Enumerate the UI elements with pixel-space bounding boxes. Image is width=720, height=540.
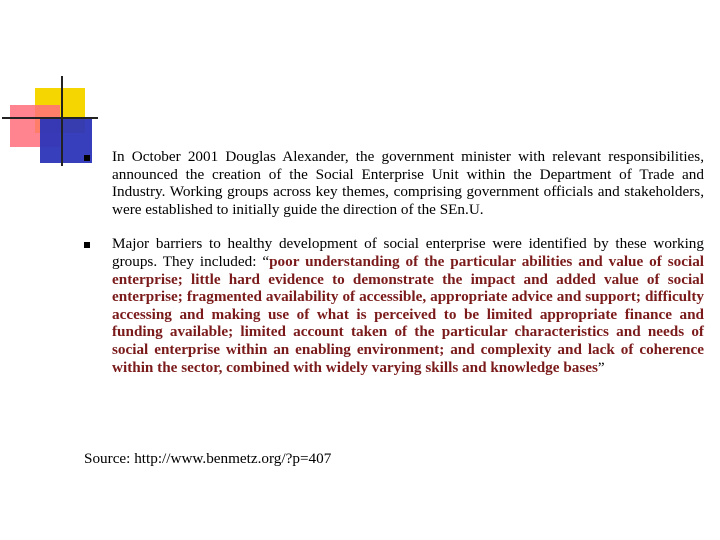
- bullet-2-close: ”: [597, 358, 605, 376]
- bullet-item-2: [84, 235, 704, 376]
- bullet-item-1: [84, 148, 704, 218]
- bullet-list: [84, 148, 704, 376]
- source-citation: Source: http://www.benmetz.org/?p=407: [84, 450, 332, 467]
- bullet-2-quote: poor understanding of the particular abilities and value of social enterprise; little hard evidence to demonstrate the impact and added value of social enterprise; fragmented availability of accessible, appropriate advice and support; difficulty accessing and making use of what is perceived to be limited appropriate finance and funding available; limited account taken of the particular characteristics and needs of social enterprise within an enabling environment; and complexity and lack of coherence within the sector, combined with widely varying skills and knowledge bases: [112, 252, 705, 376]
- decor-vertical-line: [61, 76, 63, 166]
- title-decoration: [0, 0, 110, 170]
- bullet-square-icon: [84, 155, 90, 161]
- bullet-1-text: In October 2001 Douglas Alexander, the government minister with relevant responsibilities, announced the creation of the Social Enterprise Unit within the Department of Trade and Industry. Working groups across key themes, comprising government officials and stakeholders, were established to initially guide the direction of the SEn.U.: [112, 148, 704, 218]
- bullet-2-intro: Major barriers to healthy development of social enterprise were identified by these working groups. They included: “: [112, 235, 704, 270]
- decor-horizontal-line: [2, 117, 98, 119]
- bullet-square-icon: [84, 242, 90, 248]
